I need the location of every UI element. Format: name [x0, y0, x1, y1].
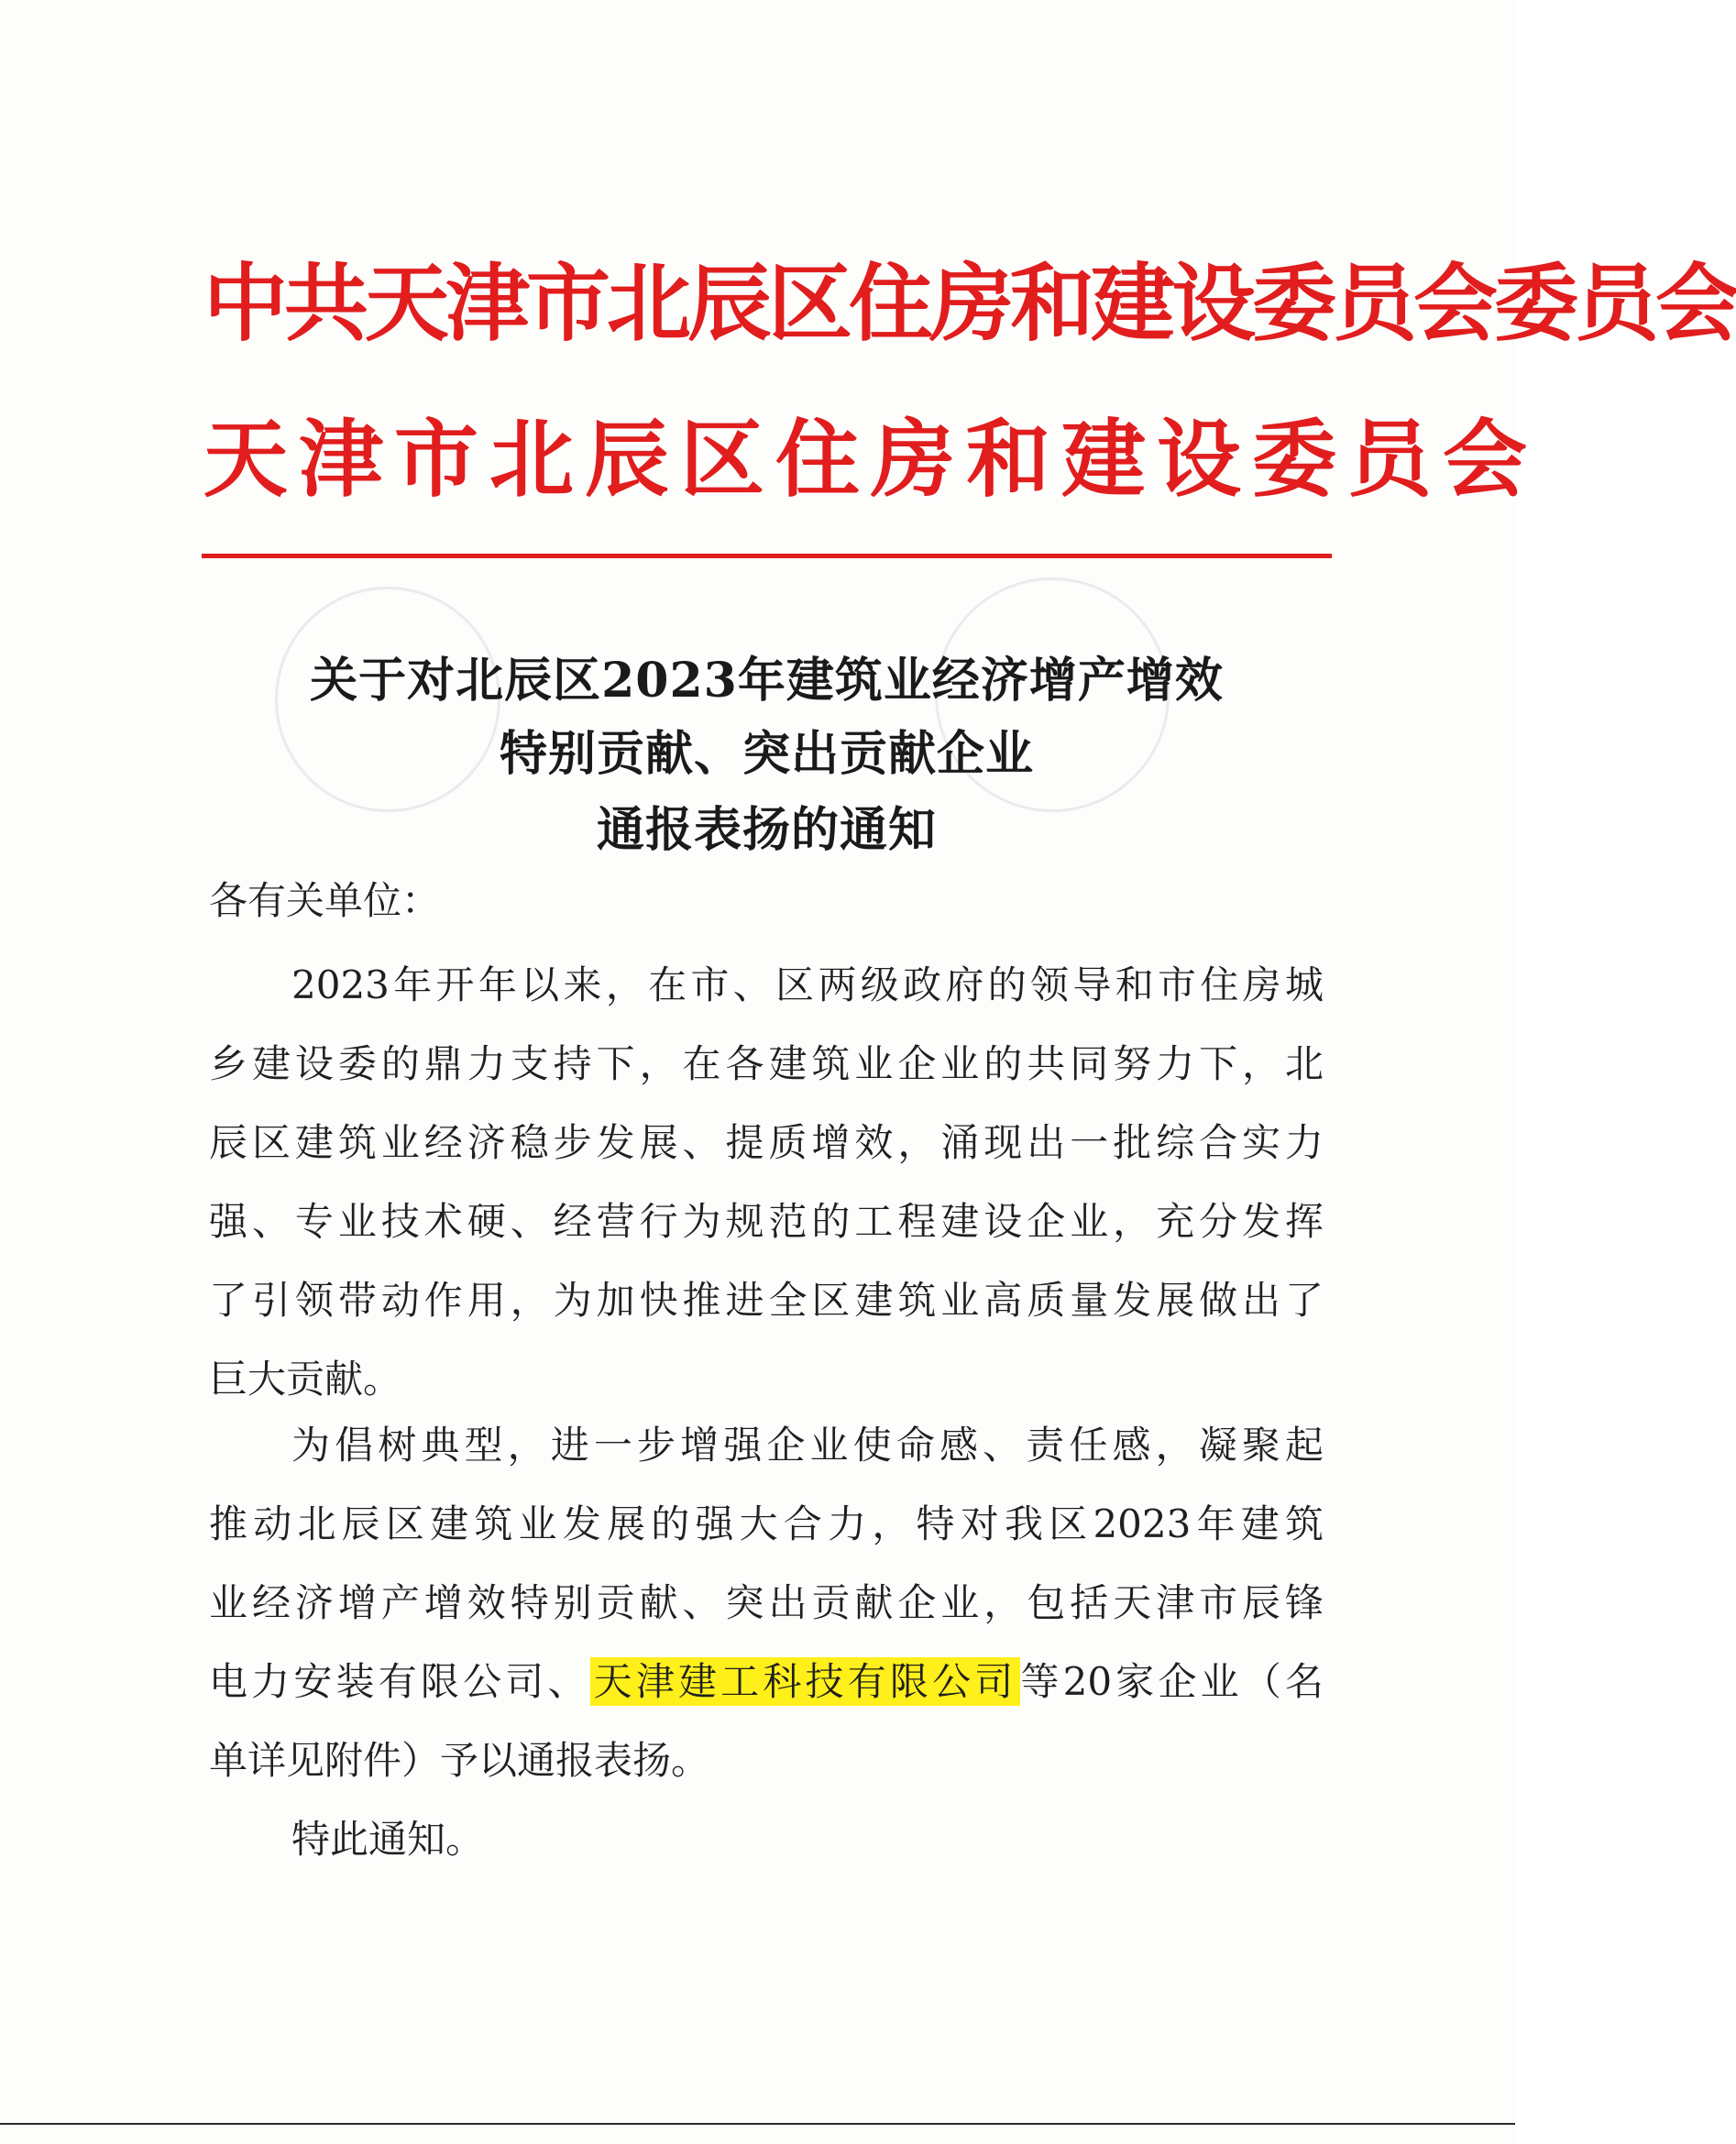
paragraph-1-line-4: 强、专业技术硬、经营行为规范的工程建设企业，充分发挥	[209, 1199, 1324, 1244]
salutation: 各有关单位：	[209, 878, 441, 923]
paragraph-1-line-3: 辰区建筑业经济稳步发展、提质增效，涌现出一批综合实力	[209, 1120, 1324, 1165]
document-title-line-2: 特别贡献、突出贡献企业	[499, 726, 1034, 782]
page-bottom-edge-line	[0, 2123, 1515, 2125]
issuer-line-1: 中共天津市北辰区住房和建设委员会委员会	[203, 254, 1736, 353]
paragraph-2-line-4-end: 等20家企业（名	[1020, 1659, 1324, 1704]
highlighted-company-name: 天津建工科技有限公司	[590, 1657, 1021, 1706]
paragraph-1-line-1: 2023年开年以来，在市、区两级政府的领导和市住房城	[291, 962, 1324, 1007]
paragraph-1-line-6: 巨大贡献。	[209, 1357, 402, 1402]
paragraph-2-line-1: 为倡树典型，进一步增强企业使命感、责任感，凝聚起	[291, 1423, 1324, 1468]
paragraph-2-line-4	[209, 1659, 1324, 1704]
paragraph-1-line-2: 乡建设委的鼎力支持下，在各建筑业企业的共同努力下，北	[209, 1041, 1324, 1086]
document-title-line-3: 通报表扬的通知	[596, 802, 937, 858]
paragraph-2-line-4-start: 电力安装有限公司、	[209, 1659, 590, 1704]
paragraph-2-line-2: 推动北辰区建筑业发展的强大合力，特对我区2023年建筑	[209, 1501, 1324, 1546]
paragraph-2-line-5: 单详见附件）予以通报表扬。	[209, 1738, 710, 1783]
document-title-line-1: 关于对北辰区2023年建筑业经济增产增效	[310, 653, 1224, 709]
paragraph-2-line-3: 业经济增产增效特别贡献、突出贡献企业，包括天津市辰锋	[209, 1580, 1324, 1625]
letterhead-red-rule	[202, 554, 1332, 558]
issuer-line-2: 天津市北辰区住房和建设委员会	[203, 410, 1539, 509]
paragraph-1-line-5: 了引领带动作用，为加快推进全区建筑业高质量发展做出了	[209, 1278, 1324, 1323]
closing-statement: 特此通知。	[291, 1817, 485, 1862]
